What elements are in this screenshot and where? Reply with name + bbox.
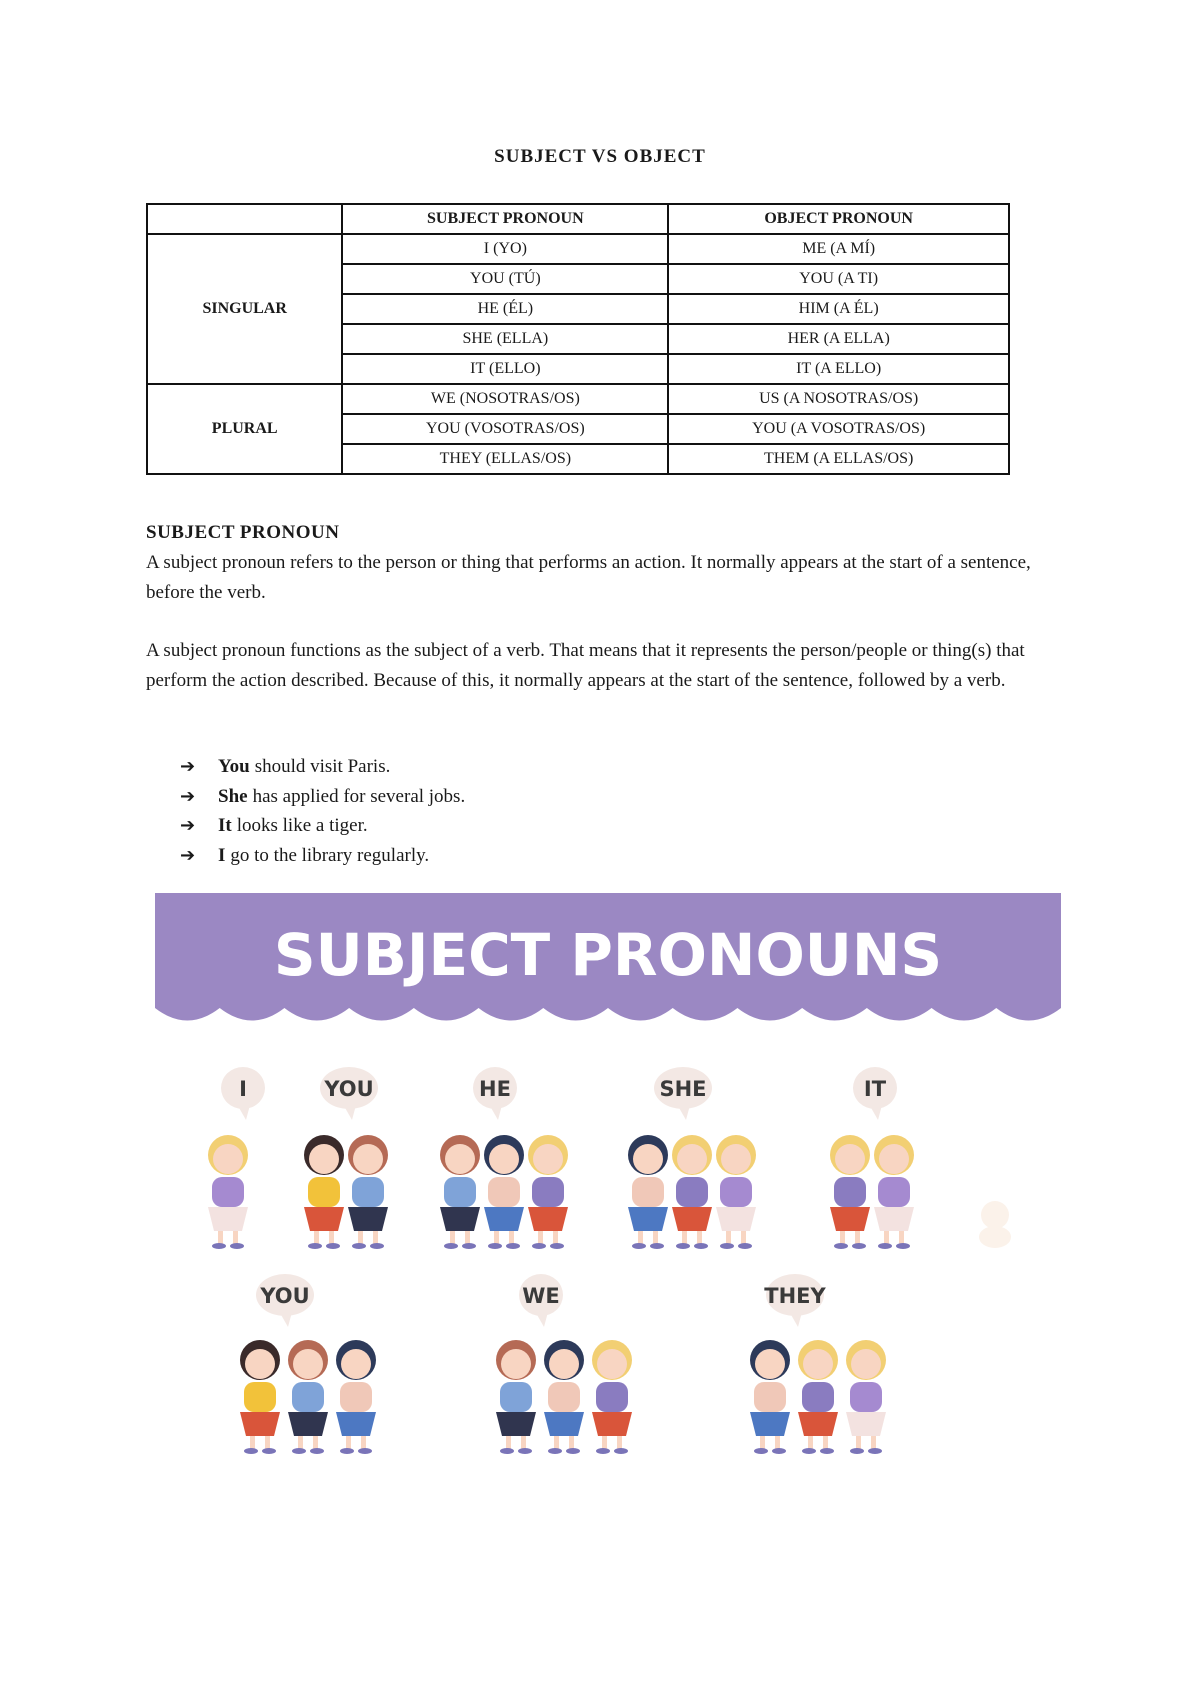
child-shoe (820, 1448, 834, 1454)
child-shoe (444, 1243, 458, 1249)
child-top (802, 1382, 834, 1412)
child-shoe (500, 1448, 514, 1454)
child-bottom (798, 1412, 838, 1436)
example-rest: looks like a tiger. (236, 815, 368, 836)
child-shoe (292, 1448, 306, 1454)
child-face (549, 1349, 579, 1379)
child-leg (233, 1231, 238, 1245)
child-leg (509, 1231, 514, 1245)
child-face (213, 1144, 243, 1174)
child-leg (358, 1231, 363, 1245)
child-shoe (754, 1448, 768, 1454)
child-top (720, 1177, 752, 1207)
child-face (755, 1349, 785, 1379)
child-shoe (550, 1243, 564, 1249)
example-subject: It (218, 815, 232, 836)
table-row (147, 234, 1009, 264)
subject-cell: THEY (ELLAS/OS) (342, 444, 668, 474)
child-bottom (874, 1207, 914, 1231)
paragraph-1: A subject pronoun refers to the person or thing that performs an action. It normally appears at the start of a sentence, before the verb. (146, 552, 1031, 603)
object-cell: ME (A MÍ) (668, 234, 1009, 264)
example-subject: I (218, 844, 226, 866)
child-top (632, 1177, 664, 1207)
bubble-label: HE (479, 1077, 511, 1101)
child-leg (823, 1436, 828, 1450)
child-shoe (506, 1243, 520, 1249)
list-item (180, 841, 465, 871)
child-leg (450, 1231, 455, 1245)
child-face (721, 1144, 751, 1174)
child-top (548, 1382, 580, 1412)
child-leg (856, 1436, 861, 1450)
child-bottom (846, 1412, 886, 1436)
child-top (500, 1382, 532, 1412)
child-leg (741, 1231, 746, 1245)
table-row (147, 384, 1009, 414)
child-shoe (566, 1448, 580, 1454)
subject-cell: HE (ÉL) (342, 294, 668, 324)
child-top (212, 1177, 244, 1207)
poster-illustration (155, 893, 1061, 1475)
child-leg (506, 1436, 511, 1450)
object-cell: YOU (A TI) (668, 264, 1009, 294)
child-top (352, 1177, 384, 1207)
example-subject: She (218, 785, 248, 807)
object-cell: IT (A ELLO) (668, 354, 1009, 384)
child-shoe (720, 1243, 734, 1249)
child-top (340, 1382, 372, 1412)
child-leg (899, 1231, 904, 1245)
child-face (445, 1144, 475, 1174)
child-top (676, 1177, 708, 1207)
child-shoe (326, 1243, 340, 1249)
child-face (501, 1349, 531, 1379)
child-shoe (694, 1243, 708, 1249)
child-shoe (676, 1243, 690, 1249)
child-leg (760, 1436, 765, 1450)
child-shoe (896, 1243, 910, 1249)
child-top (834, 1177, 866, 1207)
bubble-label: THEY (764, 1284, 826, 1308)
child-bottom (628, 1207, 668, 1231)
paragraph-2: A subject pronoun functions as the subject of a verb. That means that it represents the person/people or thing(s) that perform the action described. Because of this, it normally appears at the start of the sentence, followed by a verb. (146, 640, 1025, 691)
child-bottom (348, 1207, 388, 1231)
child-face (293, 1349, 323, 1379)
child-face (633, 1144, 663, 1174)
poster-title: SUBJECT PRONOUNS (273, 921, 943, 989)
group-singular: SINGULAR (147, 234, 342, 384)
child-leg (569, 1436, 574, 1450)
child-leg (538, 1231, 543, 1245)
child-leg (298, 1436, 303, 1450)
child-shoe (738, 1243, 752, 1249)
child-shoe (878, 1243, 892, 1249)
child-shoe (596, 1448, 610, 1454)
child-bottom (336, 1412, 376, 1436)
cat-head (981, 1201, 1009, 1229)
child-leg (314, 1231, 319, 1245)
child-top (488, 1177, 520, 1207)
child-leg (617, 1436, 622, 1450)
child-shoe (352, 1243, 366, 1249)
child-shoe (772, 1448, 786, 1454)
child-leg (840, 1231, 845, 1245)
arrow-icon: ➔ (180, 785, 196, 807)
child-shoe (614, 1448, 628, 1454)
child-shoe (548, 1448, 562, 1454)
child-leg (465, 1231, 470, 1245)
child-leg (638, 1231, 643, 1245)
child-shoe (212, 1243, 226, 1249)
child-shoe (518, 1448, 532, 1454)
child-leg (361, 1436, 366, 1450)
child-leg (775, 1436, 780, 1450)
child-top (444, 1177, 476, 1207)
bubble-label: IT (863, 1077, 887, 1101)
list-item (180, 752, 465, 782)
child-leg (808, 1436, 813, 1450)
subject-cell: SHE (ELLA) (342, 324, 668, 354)
child-leg (521, 1436, 526, 1450)
child-bottom (716, 1207, 756, 1231)
child-face (597, 1349, 627, 1379)
child-bottom (240, 1412, 280, 1436)
child-shoe (488, 1243, 502, 1249)
subject-cell: IT (ELLO) (342, 354, 668, 384)
cat-body (979, 1226, 1011, 1248)
page-title: SUBJECT VS OBJECT (494, 146, 706, 167)
child-leg (553, 1231, 558, 1245)
child-shoe (532, 1243, 546, 1249)
child-face (245, 1349, 275, 1379)
child-leg (373, 1231, 378, 1245)
child-shoe (868, 1448, 882, 1454)
child-leg (494, 1231, 499, 1245)
bubble-label: SHE (659, 1077, 707, 1101)
list-item (180, 811, 465, 841)
child-face (341, 1349, 371, 1379)
child-shoe (462, 1243, 476, 1249)
child-leg (726, 1231, 731, 1245)
child-leg (682, 1231, 687, 1245)
arrow-icon: ➔ (180, 815, 196, 836)
child-shoe (650, 1243, 664, 1249)
child-leg (346, 1436, 351, 1450)
child-bottom (672, 1207, 712, 1231)
child-top (532, 1177, 564, 1207)
child-shoe (370, 1243, 384, 1249)
child-shoe (310, 1448, 324, 1454)
child-face (533, 1144, 563, 1174)
child-shoe (230, 1243, 244, 1249)
subject-cell: I (YO) (342, 234, 668, 264)
child-bottom (288, 1412, 328, 1436)
child-face (879, 1144, 909, 1174)
child-leg (697, 1231, 702, 1245)
child-shoe (340, 1448, 354, 1454)
child-leg (265, 1436, 270, 1450)
subject-cell: WE (NOSOTRAS/OS) (342, 384, 668, 414)
child-top (596, 1382, 628, 1412)
section-heading: SUBJECT PRONOUN (146, 522, 340, 543)
child-face (309, 1144, 339, 1174)
object-cell: THEM (A ELLAS/OS) (668, 444, 1009, 474)
bubble-label: YOU (260, 1284, 310, 1308)
example-list (180, 752, 465, 870)
child-face (489, 1144, 519, 1174)
child-leg (653, 1231, 658, 1245)
header-empty (147, 204, 342, 234)
child-leg (602, 1436, 607, 1450)
child-bottom (484, 1207, 524, 1231)
arrow-icon: ➔ (180, 844, 196, 866)
child-face (353, 1144, 383, 1174)
group-plural: PLURAL (147, 384, 342, 474)
child-top (292, 1382, 324, 1412)
subject-pronouns-poster (155, 893, 1061, 1475)
header-object-pronoun: OBJECT PRONOUN (668, 204, 1009, 234)
child-leg (855, 1231, 860, 1245)
child-face (851, 1349, 881, 1379)
object-cell: HIM (A ÉL) (668, 294, 1009, 324)
child-top (308, 1177, 340, 1207)
child-bottom (544, 1412, 584, 1436)
child-shoe (262, 1448, 276, 1454)
child-shoe (358, 1448, 372, 1454)
child-face (835, 1144, 865, 1174)
subject-cell: YOU (VOSOTRAS/OS) (342, 414, 668, 444)
child-face (803, 1349, 833, 1379)
child-leg (884, 1231, 889, 1245)
child-leg (250, 1436, 255, 1450)
example-subject: You (218, 756, 250, 777)
child-bottom (592, 1412, 632, 1436)
child-bottom (440, 1207, 480, 1231)
child-top (754, 1382, 786, 1412)
bubble-label: YOU (324, 1077, 374, 1101)
bubble-label: I (239, 1077, 247, 1101)
child-leg (871, 1436, 876, 1450)
child-top (850, 1382, 882, 1412)
subject-cell: YOU (TÚ) (342, 264, 668, 294)
child-bottom (830, 1207, 870, 1231)
child-leg (329, 1231, 334, 1245)
child-bottom (528, 1207, 568, 1231)
child-leg (554, 1436, 559, 1450)
child-bottom (496, 1412, 536, 1436)
bubble-label: WE (522, 1284, 560, 1308)
example-rest: go to the library regularly. (230, 844, 430, 866)
child-leg (218, 1231, 223, 1245)
child-face (677, 1144, 707, 1174)
child-leg (313, 1436, 318, 1450)
child-top (244, 1382, 276, 1412)
child-shoe (834, 1243, 848, 1249)
child-top (878, 1177, 910, 1207)
child-bottom (304, 1207, 344, 1231)
child-shoe (244, 1448, 258, 1454)
list-item (180, 782, 465, 812)
table-header-row (147, 204, 1009, 234)
child-bottom (208, 1207, 248, 1231)
child-shoe (850, 1448, 864, 1454)
child-shoe (632, 1243, 646, 1249)
child-shoe (308, 1243, 322, 1249)
child-bottom (750, 1412, 790, 1436)
object-cell: YOU (A VOSOTRAS/OS) (668, 414, 1009, 444)
example-rest: has applied for several jobs. (252, 785, 466, 807)
arrow-icon: ➔ (180, 756, 196, 777)
object-cell: HER (A ELLA) (668, 324, 1009, 354)
pronoun-table (146, 203, 1010, 475)
object-cell: US (A NOSOTRAS/OS) (668, 384, 1009, 414)
child-shoe (852, 1243, 866, 1249)
child-shoe (802, 1448, 816, 1454)
header-subject-pronoun: SUBJECT PRONOUN (342, 204, 668, 234)
example-rest: should visit Paris. (254, 756, 391, 777)
